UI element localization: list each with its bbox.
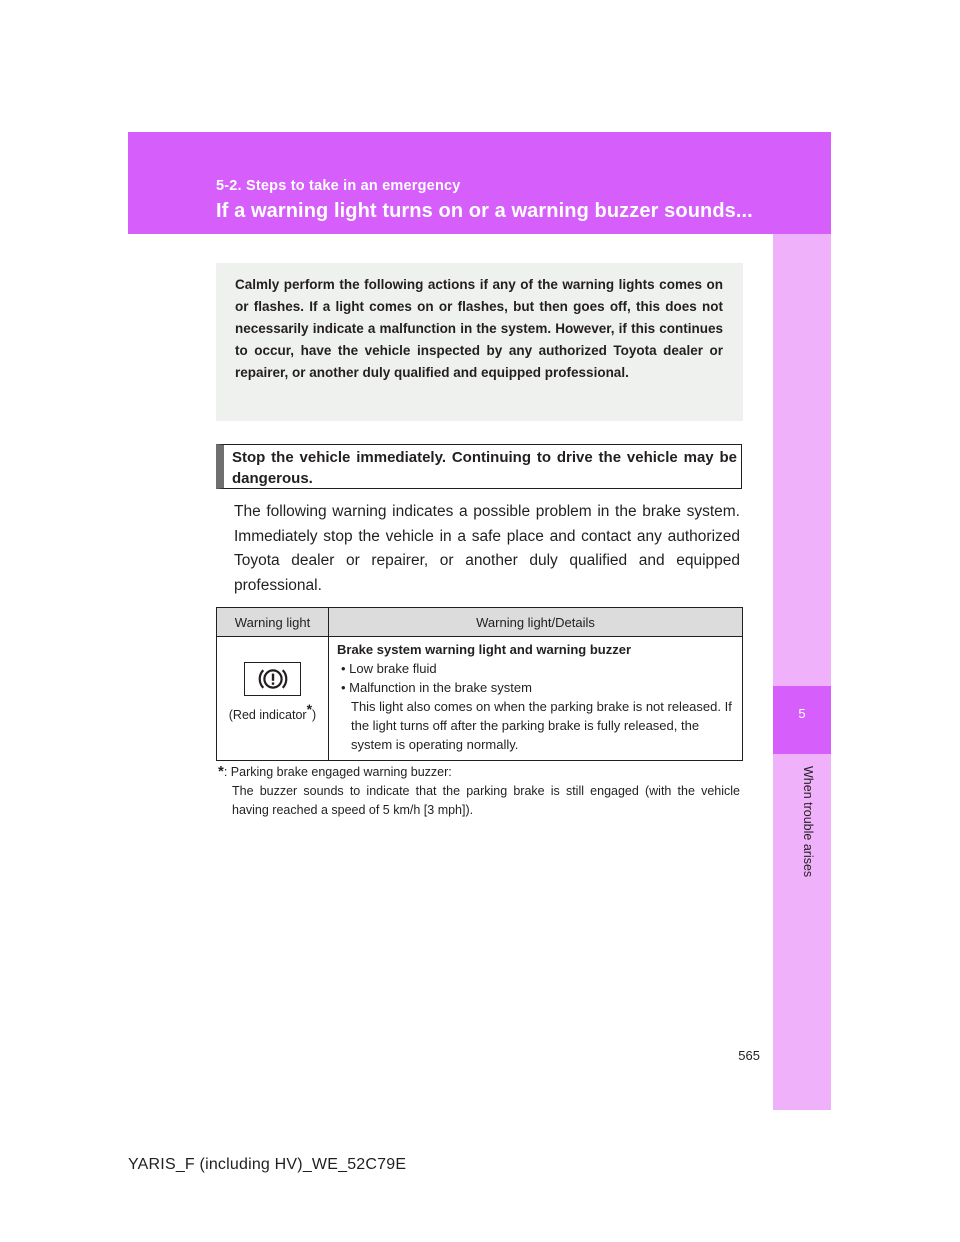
table-header-row [217,608,743,637]
table-header-warning-light: Warning light [217,608,329,637]
page-number: 565 [738,1048,760,1063]
body-paragraph: The following warning indicates a possible problem in the brake system. Immediately stop the vehicle in a safe place and contact any authorized Toyota dealer or repairer, or another duly qualified and equipped professional. [234,503,740,594]
chapter-tab[interactable] [773,686,831,754]
table-header-details: Warning light/Details [329,608,743,637]
details-cell [329,637,743,761]
footnote [218,762,740,820]
document-code: YARIS_F (including HV)_WE_52C79E [128,1156,407,1173]
chapter-title: When trouble arises [801,766,815,878]
table-row [217,637,743,761]
footnote-heading [218,762,740,782]
icon-caption [217,701,328,722]
icon-caption-footnote-marker: * [306,701,313,717]
header-band [128,132,831,234]
detail-title: Brake system warning light and warning buzzer [337,642,632,657]
warning-light-table [216,607,743,761]
caution-text: Stop the vehicle immediately. Continuing to drive the vehicle may be dangerous. [232,449,737,487]
detail-item-malfunction: • Malfunction in the brake system [341,680,532,695]
icon-caption-close: ) [312,708,317,723]
footnote-text: The buzzer sounds to indicate that the parking brake is still engaged (with the vehicle having reached a speed of 5 km/h [3 mph]). [232,784,740,817]
chapter-side-strip [773,234,831,1110]
detail-item-low-fluid: • Low brake fluid [341,661,437,676]
footnote-marker: * [218,763,224,780]
chapter-number: 5 [798,706,806,721]
caution-box [216,444,742,489]
intro-box [216,263,743,421]
icon-caption-text: (Red indicator [228,708,307,723]
section-label: 5-2. Steps to take in an emergency [216,178,461,194]
detail-explanation: This light also comes on when the parking brake is not released. If the light turns off after the parking brake is fully released, the system is operating normally. [351,699,732,752]
brake-warning-icon-graphic [256,666,290,692]
footnote-label: : Parking brake engaged warning buzzer: [223,765,452,779]
brake-warning-icon [244,662,301,696]
page-title: If a warning light turns on or a warning buzzer sounds... [216,200,753,222]
intro-text: Calmly perform the following actions if any of the warning lights comes on or flashes. If a light comes on or flashes, but then goes off, this does not necessarily indicate a malfunction in the system. However, if this continues to occur, have the vehicle inspected by any authorized Toyota dealer or repairer, or another duly qualified and equipped professional. [235,277,723,380]
warning-light-cell [217,637,329,761]
